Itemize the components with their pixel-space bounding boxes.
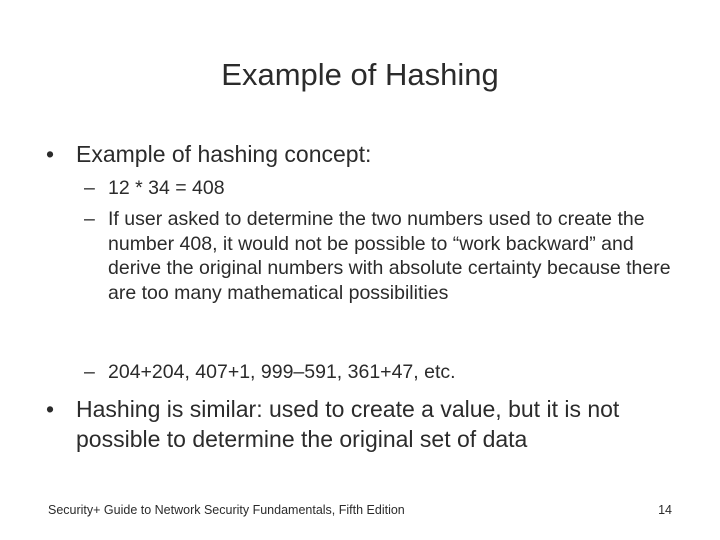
bullet-text: Hashing is similar: used to create a value, but it is not possible to determine the original set of data: [76, 396, 620, 452]
bullet-item: [46, 139, 686, 169]
sub-bullet-text: If user asked to determine the two numbers used to create the number 408, it would not be possible to “work backward” and derive the original numbers with absolute certainty because there are too many mathematical possibilities: [108, 208, 671, 304]
bullet-dot: •: [46, 141, 55, 167]
page-number: 14: [658, 503, 672, 517]
sub-bullet-item: [84, 176, 684, 201]
sub-bullet-dash: –: [84, 208, 95, 230]
sub-bullet-item: [84, 207, 684, 305]
sub-bullet-dash: –: [84, 361, 95, 383]
sub-bullet-dash: –: [84, 177, 95, 199]
sub-bullet-item: [84, 360, 684, 385]
sub-bullet-text: 12 * 34 = 408: [108, 177, 225, 199]
bullet-dot: •: [46, 396, 55, 422]
bullet-item: [46, 394, 686, 454]
bullet-text: Example of hashing concept:: [76, 141, 372, 167]
sub-bullet-text: 204+204, 407+1, 999–591, 361+47, etc.: [108, 361, 456, 383]
slide-title: Example of Hashing: [221, 57, 499, 92]
footer-source: Security+ Guide to Network Security Fundamentals, Fifth Edition: [48, 503, 405, 517]
